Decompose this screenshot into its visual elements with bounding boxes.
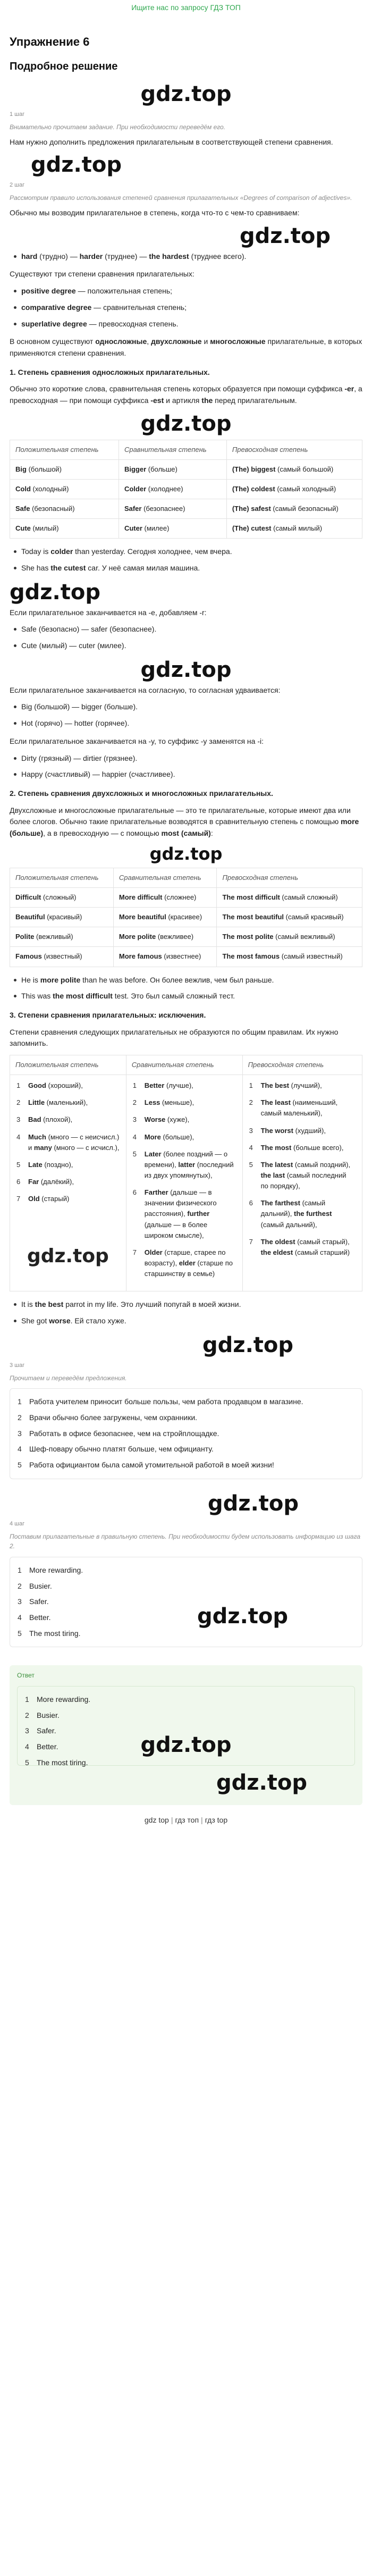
sentences-list	[18, 1394, 354, 1473]
exceptions-table	[10, 1055, 362, 1291]
step-4-intro: Поставим прилагательные в правильную степень. При необходимости будем использовать информацию из шага 2.	[10, 1532, 361, 1550]
step-2-intro: Рассмотрим правило использования степеней сравнения прилагательных «Degrees of comparison of adjectives».	[10, 194, 352, 202]
list-item: 4 Шеф-повару обычно платят больше, чем официанту.	[18, 1445, 214, 1454]
answer-label: Ответ	[17, 1672, 35, 1680]
step-2-p1: Обычно мы возводим прилагательное в степень, когда что-то с чем-то сравниваем:	[10, 208, 300, 217]
list-item: 1 Работа учителем приносит больше пользы, чем работа продавцом в магазине.	[18, 1397, 303, 1406]
column-header: Сравнительная степень	[126, 1055, 242, 1075]
table-header-row	[10, 868, 362, 887]
column-header: Превосходная степень	[226, 440, 362, 459]
column-header: Превосходная степень	[242, 1055, 362, 1075]
table-header-row	[10, 440, 362, 459]
watermark: gdz.top	[27, 1245, 109, 1268]
table-row	[10, 1075, 362, 1291]
examples-one	[10, 546, 362, 574]
list-item: 4 More (больше),	[132, 1132, 195, 1141]
list-item: 1 Better (лучше),	[132, 1081, 193, 1090]
examples-e	[10, 624, 362, 651]
table-row: Famous (известный) More famous (известнее) The most famous (самый известный)	[10, 947, 362, 967]
rule-consonant: Если прилагательное заканчивается на согласную, то согласная удваивается:	[10, 685, 281, 694]
watermark: gdz.top	[240, 223, 331, 248]
examples-three	[10, 1299, 362, 1327]
watermark: gdz.top	[208, 1491, 299, 1516]
watermark: gdz.top	[10, 580, 100, 605]
rule-e: Если прилагательное заканчивается на -е, добавляем -r:	[10, 608, 207, 617]
step-3-label: 3 шаг	[10, 1362, 25, 1369]
rule-exceptions-title: 3. Степени сравнения прилагательных: исключения.	[10, 1010, 206, 1019]
list-item: 5 The most tiring.	[25, 1758, 88, 1767]
list-item: hard (трудно) — harder (труднее) — the hardest (труднее всего).	[21, 251, 362, 263]
table-row: Polite (вежливый) More polite (вежливее) The most polite (самый вежливый)	[10, 927, 362, 947]
list-item: 5 The latest (самый поздний), the last (самый последний по порядку),	[249, 1160, 351, 1190]
list-item: comparative degree — сравнительная степень;	[21, 302, 362, 314]
list-item: 2 The least (наименьший, самый маленький),	[249, 1098, 338, 1118]
watermark: gdz.top	[140, 657, 232, 682]
list-item: 1 The best (лучший),	[249, 1081, 322, 1090]
bottom-links: gdz top | гдз топ | гдз top	[144, 1816, 228, 1825]
list-item: 5 Later (более поздний — о времени), latter (последний из двух упомянутых),	[132, 1149, 234, 1179]
list-item: Safe (безопасно) — safer (безопаснее).	[21, 624, 362, 635]
step-2-p3: В основном существуют односложные, двухсложные и многосложные прилагательные, в которых применяются степени сравнения.	[10, 337, 362, 357]
list-item: Dirty (грязный) — dirtier (грязнее).	[21, 753, 362, 765]
list-item: 7 The oldest (самый старый), the eldest (самый старший)	[249, 1237, 350, 1256]
examples-consonant	[10, 701, 362, 729]
step-1-text: Нам нужно дополнить предложения прилагательным в соответствующей степени сравнения.	[10, 137, 333, 146]
watermark: gdz.top	[31, 153, 122, 178]
step-1-label: 1 шаг	[10, 111, 25, 118]
list-item: She got worse. Ей стало хуже.	[21, 1315, 362, 1327]
list-item: 7 Older (старше, старее по возрасту), elder (старше по старшинству в семье)	[132, 1248, 233, 1278]
watermark: gdz.top	[197, 1604, 288, 1629]
list-item: 5 The most tiring.	[18, 1629, 81, 1638]
adjectives-card	[10, 1557, 362, 1647]
bottom-link[interactable]: гдз top	[205, 1816, 228, 1825]
list-item: 3 Safer.	[18, 1597, 49, 1606]
list-item: 1 Good (хороший),	[16, 1081, 83, 1090]
adjectives-list	[18, 1563, 354, 1641]
list-item: superlative degree — превосходная степень.	[21, 318, 362, 330]
one-syllable-table	[10, 440, 362, 539]
list-item: 3 Safer.	[25, 1726, 56, 1735]
watermark: gdz.top	[140, 1733, 232, 1758]
list-item: Cute (милый) — cuter (милее).	[21, 640, 362, 652]
list-item: 6 The farthest (самый дальний), the furthest (самый дальний),	[249, 1199, 332, 1229]
examples-y	[10, 753, 362, 781]
sentences-card	[10, 1388, 362, 1479]
top-search-link[interactable]: Ищите нас по запросу ГДЗ ТОП	[131, 3, 241, 12]
table-row: Cute (милый) Cuter (милее) (The) cutest (самый милый)	[10, 519, 362, 539]
list-item: Big (большой) — bigger (больше).	[21, 701, 362, 713]
list-item: She has the cutest car. У неё самая милая машина.	[21, 563, 362, 574]
bottom-link[interactable]: gdz top	[144, 1816, 169, 1825]
list-item: 2 Врачи обычно более загружены, чем охранники.	[18, 1413, 198, 1422]
rule-one-syllable-title: 1. Степень сравнения односложных прилагательных.	[10, 367, 210, 376]
column-header: Сравнительная степень	[113, 868, 217, 887]
list-item: 3 The worst (худший),	[249, 1126, 326, 1135]
examples-two	[10, 975, 362, 1002]
table-row: Big (большой) Bigger (больше) (The) biggest (самый большой)	[10, 459, 362, 479]
answer-list	[25, 1692, 347, 1771]
exceptions-superlative	[249, 1080, 356, 1258]
list-item: Happy (счастливый) — happier (счастливее).	[21, 769, 362, 781]
list-item: 7 Old (старый)	[16, 1195, 70, 1203]
exceptions-positive	[16, 1080, 120, 1204]
answer-box	[10, 1665, 362, 1805]
table-row: Beautiful (красивый) More beautiful (красивее) The most beautiful (самый красивый)	[10, 908, 362, 927]
step-3-intro: Прочитаем и переведём предложения.	[10, 1374, 127, 1382]
section-title: Подробное решение	[10, 61, 118, 73]
bottom-link[interactable]: гдз топ	[175, 1816, 199, 1825]
step-2-label: 2 шаг	[10, 182, 25, 189]
list-item: 3 Bad (плохой),	[16, 1115, 73, 1124]
page-title: Упражнение 6	[10, 35, 90, 48]
step-2-p5: Двухсложные и многосложные прилагательные — это те прилагательные, которые имеют два или более слогов. Обычно такие прилагательные возводятся в сравнительную степень с помощью more (больше), а в превосходную — с помощью most (самый):	[10, 805, 359, 837]
list-item: 6 Farther (дальше — в значении физического расстояния), further (дальше — в более широком смысле),	[132, 1188, 217, 1239]
column-header: Сравнительная степень	[119, 440, 226, 459]
list-item: 3 Работать в офисе безопаснее, чем на стройплощадке.	[18, 1429, 219, 1438]
list-item: He is more polite than he was before. Он более вежлив, чем был раньше.	[21, 975, 362, 986]
list-item: 5 Late (поздно),	[16, 1160, 73, 1169]
rule-y: Если прилагательное заканчивается на -y, то суффикс -y заменятся на -i:	[10, 736, 264, 745]
list-item: 1 More rewarding.	[25, 1694, 91, 1704]
column-header: Превосходная степень	[217, 868, 362, 887]
table-header-row	[10, 1055, 362, 1075]
list-item: 4 Better.	[18, 1613, 51, 1622]
list-item: 2 Less (меньше),	[132, 1098, 195, 1107]
list-item: It is the best parrot in my life. Это лучший попугай в моей жизни.	[21, 1299, 362, 1311]
watermark: gdz.top	[149, 843, 223, 864]
list-item: Today is colder than yesterday. Сегодня холоднее, чем вчера.	[21, 546, 362, 558]
list-item: 4 The most (больше всего),	[249, 1143, 344, 1152]
content	[0, 33, 372, 1826]
watermark: gdz.top	[202, 1332, 293, 1357]
list-item: 1 More rewarding.	[18, 1565, 83, 1574]
step-2-p6: Степени сравнения следующих прилагательных не образуются по общим правилам. Их нужно запомнить.	[10, 1027, 339, 1048]
watermark: gdz.top	[216, 1771, 307, 1795]
table-row: Safe (безопасный) Safer (безопаснее) (The) safest (самый безопасный)	[10, 499, 362, 519]
multi-syllable-table	[10, 868, 362, 967]
list-item: 4 Much (много — с неисчисл.) и many (много — с исчисл.),	[16, 1132, 120, 1152]
list-item: 6 Far (далёкий),	[16, 1177, 74, 1186]
hard-example-list	[10, 251, 362, 263]
list-item: 2 Busier.	[25, 1710, 60, 1719]
list-item: 2 Busier.	[18, 1581, 52, 1590]
column-header: Положительная степень	[10, 1055, 126, 1075]
column-header: Положительная степень	[10, 868, 114, 887]
list-item: 4 Better.	[25, 1742, 58, 1751]
list-item: 2 Little (маленький),	[16, 1098, 88, 1107]
list-item: 3 Worse (хуже),	[132, 1115, 190, 1124]
step-4-label: 4 шаг	[10, 1520, 25, 1527]
watermark: gdz.top	[140, 411, 232, 436]
degrees-list	[10, 286, 362, 330]
list-item: This was the most difficult test. Это был самый сложный тест.	[21, 991, 362, 1002]
table-row: Cold (холодный) Colder (холоднее) (The) coldest (самый холодный)	[10, 479, 362, 499]
watermark: gdz.top	[140, 82, 232, 107]
list-item: Hot (горячо) — hotter (горячее).	[21, 718, 362, 729]
step-2-p4: Обычно это короткие слова, сравнительная степень которых образуется при помощи суффикса -er, а превосходная — при помощи суффикса -est и артикля the перед прилагательным.	[10, 384, 362, 405]
step-2-p2: Существуют три степени сравнения прилагательных:	[10, 270, 195, 279]
step-1-intro: Внимательно прочитаем задание. При необходимости переведём его.	[10, 123, 226, 131]
list-item: positive degree — положительная степень;	[21, 286, 362, 297]
answer-card	[17, 1686, 355, 1766]
table-row: Difficult (сложный) More difficult (сложнее) The most difficult (самый сложный)	[10, 887, 362, 907]
rule-multi-syllable-title: 2. Степень сравнения двухсложных и многосложных прилагательных.	[10, 788, 273, 798]
list-item: 5 Работа официантом была самой утомительной работой в моей жизни!	[18, 1460, 274, 1469]
exceptions-comparative	[133, 1080, 236, 1279]
column-header: Положительная степень	[10, 440, 119, 459]
